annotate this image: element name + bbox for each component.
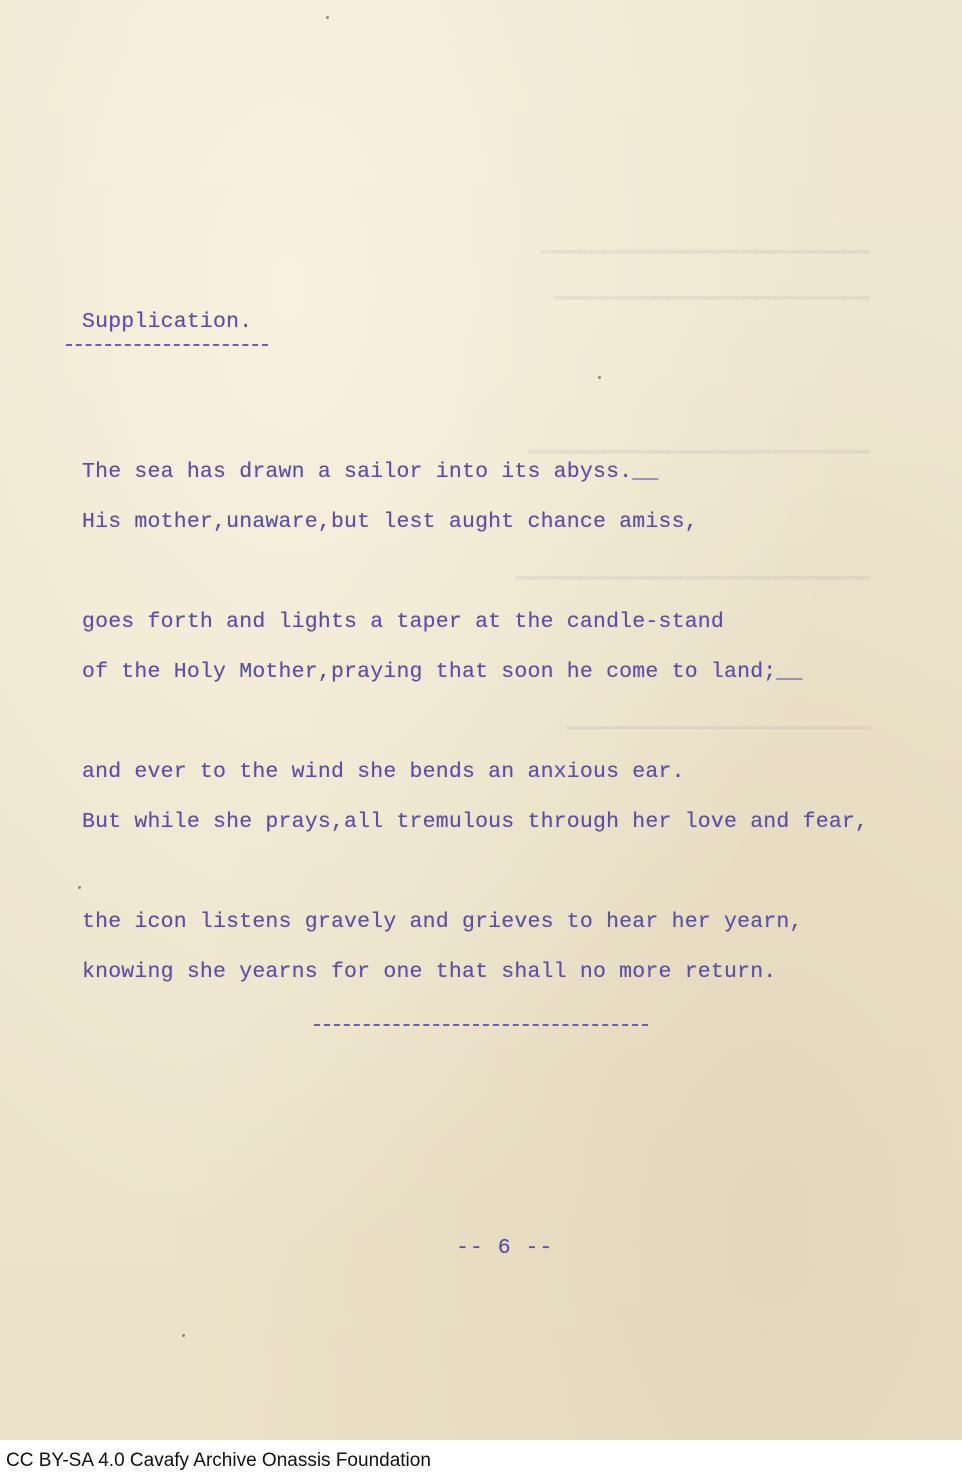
poem-line: and ever to the wind she bends an anxious ear.: [82, 760, 685, 784]
bleed-through-texture: ━━━━━━━━━━━━━━━━━━━━━━━━━━━: [528, 440, 870, 464]
paper-speck: [598, 376, 601, 379]
poem-line: of the Holy Mother,praying that soon he come to land;__: [82, 660, 803, 684]
title-underline: [66, 344, 268, 346]
bleed-through-texture: ━━━━━━━━━━━━━━━━━━━━━━━━━━: [541, 240, 870, 264]
footer-bar: [0, 1440, 962, 1484]
poem-line: knowing she yearns for one that shall no more return.: [82, 960, 777, 984]
paper-speck: [182, 1334, 185, 1337]
closing-rule: [314, 1024, 648, 1026]
poem-line: The sea has drawn a sailor into its abyss.__: [82, 460, 659, 484]
poem-line: His mother,unaware,but lest aught chance amiss,: [82, 510, 698, 534]
bleed-through-texture: ━━━━━━━━━━━━━━━━━━━━━━━━━: [553, 286, 870, 310]
page-number: -- 6 --: [456, 1236, 554, 1260]
paper-speck: [78, 886, 81, 889]
bleed-through-texture: ━━━━━━━━━━━━━━━━━━━━━━━━━━━━: [515, 566, 870, 590]
poem-line: But while she prays,all tremulous through her love and fear,: [82, 810, 869, 834]
paper-speck: [326, 16, 329, 19]
poem-line: goes forth and lights a taper at the candle-stand: [82, 610, 725, 634]
poem-title: Supplication.: [82, 310, 253, 334]
poem-line: the icon listens gravely and grieves to hear her yearn,: [82, 910, 803, 934]
bleed-through-texture: ━━━━━━━━━━━━━━━━━━━━━━━━: [566, 716, 870, 740]
license-credit: CC BY-SA 4.0 Cavafy Archive Onassis Foundation: [6, 1450, 431, 1471]
